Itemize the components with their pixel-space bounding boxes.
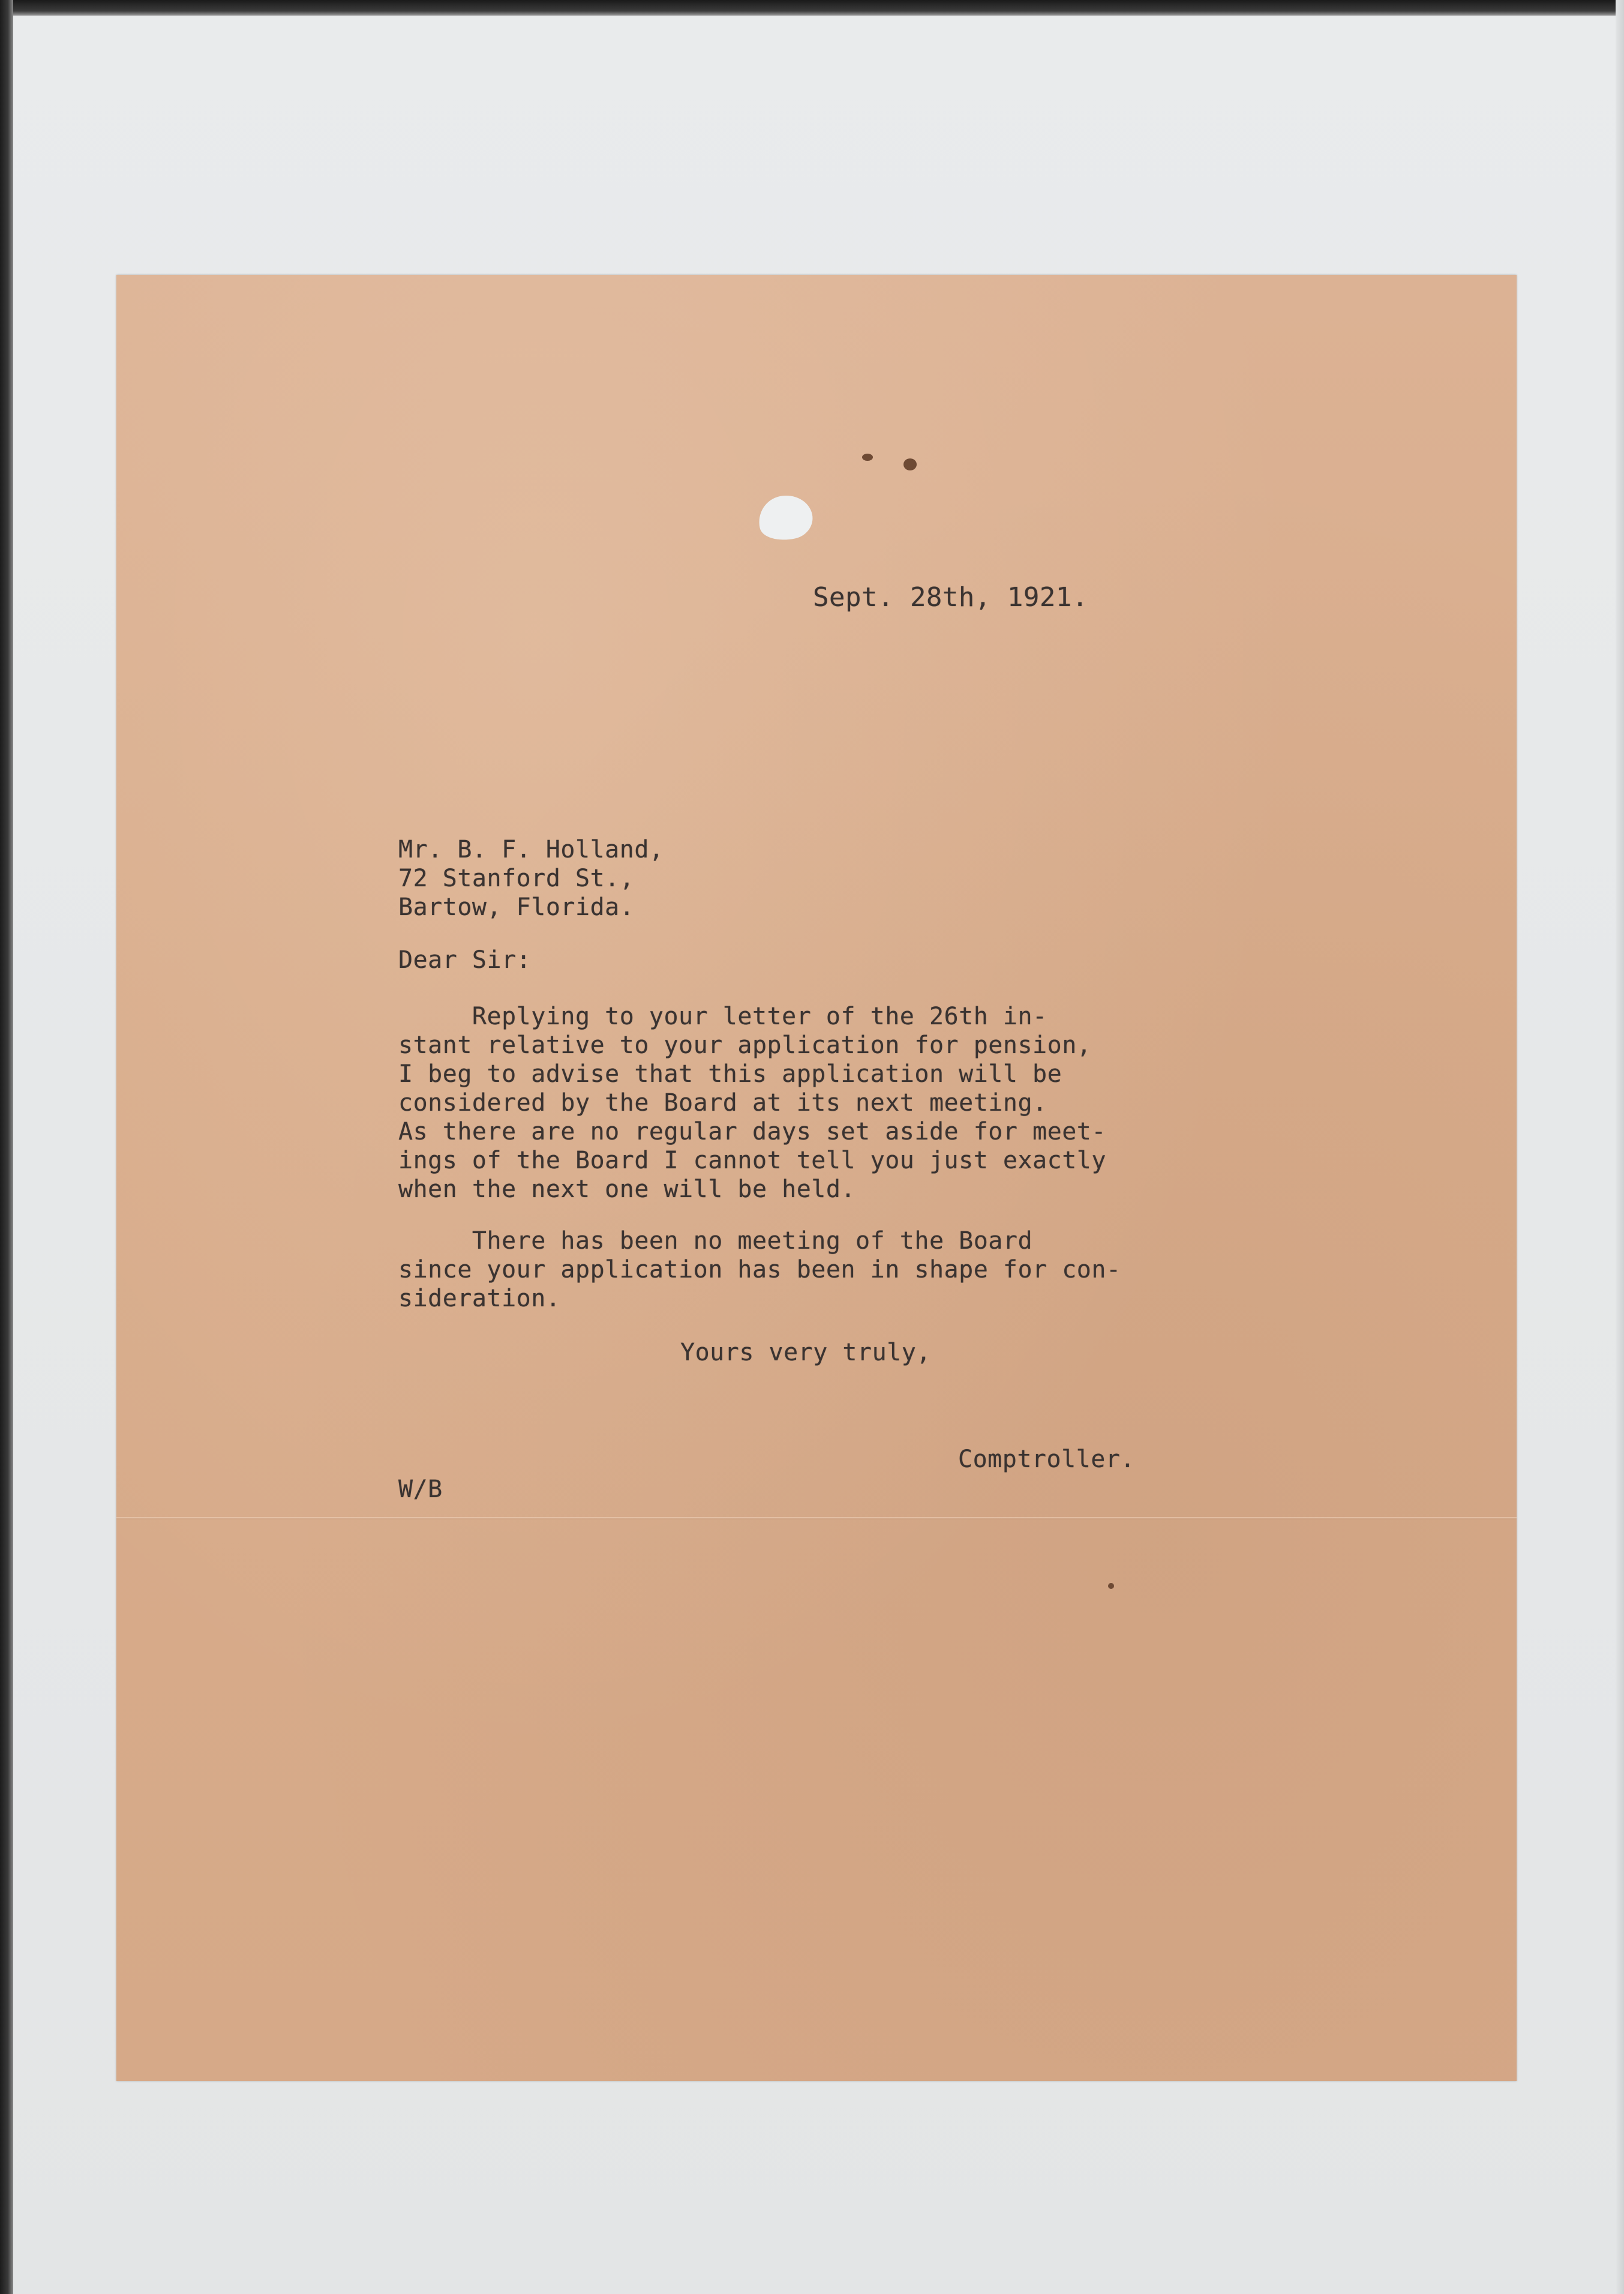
recipient-address xyxy=(398,835,664,922)
text-line: I beg to advise that this application will be xyxy=(398,1060,1062,1088)
scanner-left-edge xyxy=(0,0,13,2294)
text-line: considered by the Board at its next meeting. xyxy=(398,1089,1047,1117)
text-line: There has been no meeting of the Board xyxy=(398,1227,1033,1255)
text-line: sideration. xyxy=(398,1285,561,1312)
scanner-right-edge xyxy=(1616,0,1624,2294)
text-line: when the next one will be held. xyxy=(398,1176,856,1203)
text-line: since your application has been in shape for con- xyxy=(398,1256,1121,1284)
signer-title: Comptroller. xyxy=(958,1446,1135,1473)
paper-fold-line xyxy=(116,1517,1517,1519)
body-paragraph-1 xyxy=(398,1002,1106,1204)
text-line: ings of the Board I cannot tell you just exactly xyxy=(398,1147,1106,1174)
letter-paper xyxy=(116,275,1517,2081)
typist-initials: W/B xyxy=(398,1476,443,1503)
paper-tear-hole xyxy=(754,490,816,545)
salutation: Dear Sir: xyxy=(398,946,532,974)
ink-speck xyxy=(903,458,917,470)
address-line: Bartow, Florida. xyxy=(398,893,635,921)
body-paragraph-2 xyxy=(398,1227,1121,1313)
ink-speck xyxy=(862,454,873,461)
address-line: Mr. B. F. Holland, xyxy=(398,836,664,863)
address-line: 72 Stanford St., xyxy=(398,865,635,892)
text-line: As there are no regular days set aside for meet- xyxy=(398,1118,1106,1145)
ink-speck xyxy=(1108,1583,1114,1589)
text-line: Replying to your letter of the 26th in- xyxy=(398,1003,1047,1030)
letter-date: Sept. 28th, 1921. xyxy=(813,582,1088,613)
complimentary-close: Yours very truly, xyxy=(680,1339,931,1366)
text-line: stant relative to your application for pension, xyxy=(398,1031,1092,1059)
scanner-top-edge xyxy=(0,0,1624,16)
